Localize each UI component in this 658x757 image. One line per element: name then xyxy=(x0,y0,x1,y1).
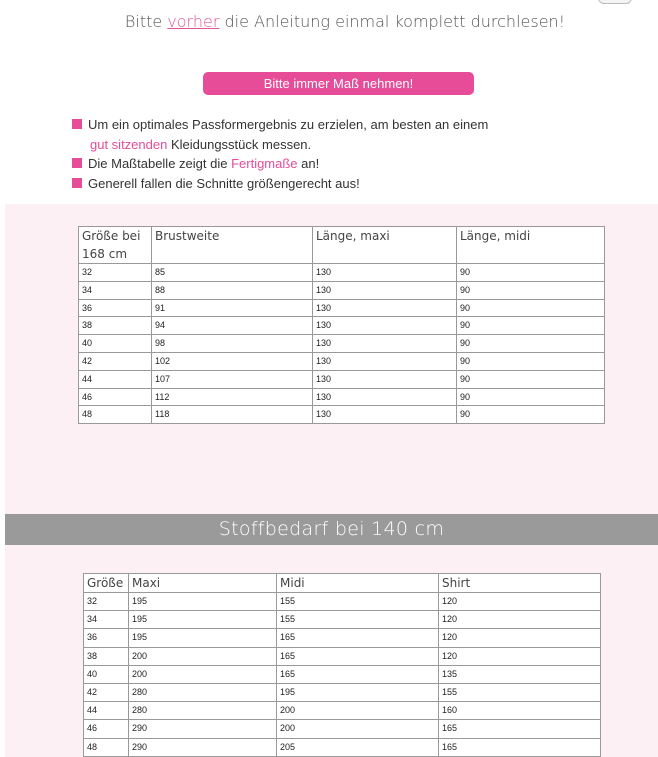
table-cell: 195 xyxy=(277,683,439,701)
table-cell: 195 xyxy=(129,629,277,647)
table-cell: 42 xyxy=(79,352,152,370)
table-cell: 40 xyxy=(84,665,129,683)
table-cell: 42 xyxy=(84,683,129,701)
table-cell: 112 xyxy=(152,388,313,406)
column-header: Größe xyxy=(84,574,129,593)
table-row xyxy=(79,370,605,388)
note-fertigmasse-post: an! xyxy=(297,156,320,171)
table-row xyxy=(84,738,601,756)
table-cell: 130 xyxy=(313,299,457,317)
table-row xyxy=(84,665,601,683)
table-cell: 130 xyxy=(313,335,457,353)
table-cell: 34 xyxy=(84,611,129,629)
size-table-header xyxy=(79,227,605,264)
table-row xyxy=(79,264,605,282)
corner-badge xyxy=(598,0,632,4)
note-groessengerecht-text: Generell fallen die Schnitte größengerecht aus! xyxy=(88,175,360,191)
table-cell: 90 xyxy=(457,335,605,353)
note-fertigmasse-highlight: Fertigmaße xyxy=(231,156,298,171)
table-cell: 46 xyxy=(84,720,129,738)
note-passform-line1: Um ein optimales Passformergebnis zu erzielen, am besten an einem xyxy=(88,117,489,132)
table-row xyxy=(79,299,605,317)
table-cell: 32 xyxy=(79,264,152,282)
bullet-square-icon xyxy=(72,158,82,168)
column-header: Größe bei 168 cm xyxy=(79,227,152,264)
table-cell: 120 xyxy=(439,647,601,665)
table-cell: 90 xyxy=(457,352,605,370)
table-cell: 90 xyxy=(457,406,605,424)
column-header: Shirt xyxy=(439,574,601,593)
table-cell: 107 xyxy=(152,370,313,388)
table-cell: 280 xyxy=(129,702,277,720)
intro-line xyxy=(0,12,658,31)
table-row xyxy=(84,720,601,738)
table-cell: 90 xyxy=(457,264,605,282)
table-cell: 118 xyxy=(152,406,313,424)
fabric-table xyxy=(83,573,601,757)
table-cell: 130 xyxy=(313,352,457,370)
table-cell: 130 xyxy=(313,264,457,282)
table-row xyxy=(84,593,601,611)
table-cell: 120 xyxy=(439,593,601,611)
column-header: Länge, midi xyxy=(457,227,605,264)
table-row xyxy=(79,388,605,406)
table-cell: 91 xyxy=(152,299,313,317)
table-cell: 48 xyxy=(84,738,129,756)
note-groessengerecht xyxy=(72,174,488,194)
table-cell: 130 xyxy=(313,281,457,299)
table-cell: 85 xyxy=(152,264,313,282)
table-cell: 165 xyxy=(277,665,439,683)
note-fertigmasse-pre: Die Maßtabelle zeigt die xyxy=(88,156,232,171)
note-passform-highlight: gut sitzenden xyxy=(90,136,168,152)
table-cell: 165 xyxy=(277,629,439,647)
table-cell: 200 xyxy=(129,665,277,683)
measure-banner: Bitte immer Maß nehmen! xyxy=(203,72,474,95)
table-cell: 88 xyxy=(152,281,313,299)
table-cell: 195 xyxy=(129,611,277,629)
table-cell: 120 xyxy=(439,629,601,647)
table-cell: 90 xyxy=(457,281,605,299)
table-cell: 38 xyxy=(84,647,129,665)
table-row xyxy=(79,317,605,335)
table-cell: 102 xyxy=(152,352,313,370)
table-cell: 130 xyxy=(313,388,457,406)
table-cell: 90 xyxy=(457,299,605,317)
table-cell: 200 xyxy=(277,702,439,720)
intro-post: die Anleitung einmal komplett durchlesen! xyxy=(219,12,566,31)
note-passform xyxy=(72,115,488,154)
table-cell: 36 xyxy=(79,299,152,317)
table-cell: 155 xyxy=(277,593,439,611)
table-row xyxy=(84,611,601,629)
column-header: Maxi xyxy=(129,574,277,593)
table-cell: 155 xyxy=(277,611,439,629)
table-cell: 135 xyxy=(439,665,601,683)
table-cell: 195 xyxy=(129,593,277,611)
table-row xyxy=(84,629,601,647)
table-cell: 130 xyxy=(313,370,457,388)
table-cell: 165 xyxy=(439,720,601,738)
bullet-square-icon xyxy=(72,119,82,129)
table-cell: 90 xyxy=(457,388,605,406)
table-cell: 94 xyxy=(152,317,313,335)
intro-highlight: vorher xyxy=(167,12,220,31)
table-cell: 200 xyxy=(129,647,277,665)
table-cell: 98 xyxy=(152,335,313,353)
table-cell: 40 xyxy=(79,335,152,353)
table-cell: 34 xyxy=(79,281,152,299)
table-cell: 90 xyxy=(457,370,605,388)
table-row xyxy=(79,352,605,370)
table-cell: 36 xyxy=(84,629,129,647)
bullet-square-icon xyxy=(72,178,82,188)
table-cell: 48 xyxy=(79,406,152,424)
size-table xyxy=(78,226,605,424)
table-row xyxy=(84,683,601,701)
table-cell: 280 xyxy=(129,683,277,701)
table-cell: 165 xyxy=(277,647,439,665)
fabric-section-title: Stoffbedarf bei 140 cm xyxy=(5,514,658,545)
table-cell: 200 xyxy=(277,720,439,738)
table-cell: 120 xyxy=(439,611,601,629)
table-cell: 165 xyxy=(439,738,601,756)
intro-pre: Bitte xyxy=(124,12,168,31)
table-cell: 130 xyxy=(313,406,457,424)
table-cell: 160 xyxy=(439,702,601,720)
table-cell: 130 xyxy=(313,317,457,335)
table-row xyxy=(84,647,601,665)
table-cell: 90 xyxy=(457,317,605,335)
table-cell: 44 xyxy=(84,702,129,720)
table-cell: 205 xyxy=(277,738,439,756)
table-cell: 290 xyxy=(129,738,277,756)
table-cell: 155 xyxy=(439,683,601,701)
table-row xyxy=(84,702,601,720)
column-header: Brustweite xyxy=(152,227,313,264)
fabric-table-header xyxy=(84,574,601,593)
table-row xyxy=(79,406,605,424)
table-cell: 32 xyxy=(84,593,129,611)
column-header: Länge, maxi xyxy=(313,227,457,264)
table-cell: 290 xyxy=(129,720,277,738)
note-passform-line2: Kleidungsstück messen. xyxy=(167,136,312,152)
table-cell: 46 xyxy=(79,388,152,406)
column-header: Midi xyxy=(277,574,439,593)
table-cell: 44 xyxy=(79,370,152,388)
table-row xyxy=(79,335,605,353)
table-row xyxy=(79,281,605,299)
note-fertigmasse xyxy=(72,154,488,174)
table-cell: 38 xyxy=(79,317,152,335)
notes-list xyxy=(72,115,488,193)
